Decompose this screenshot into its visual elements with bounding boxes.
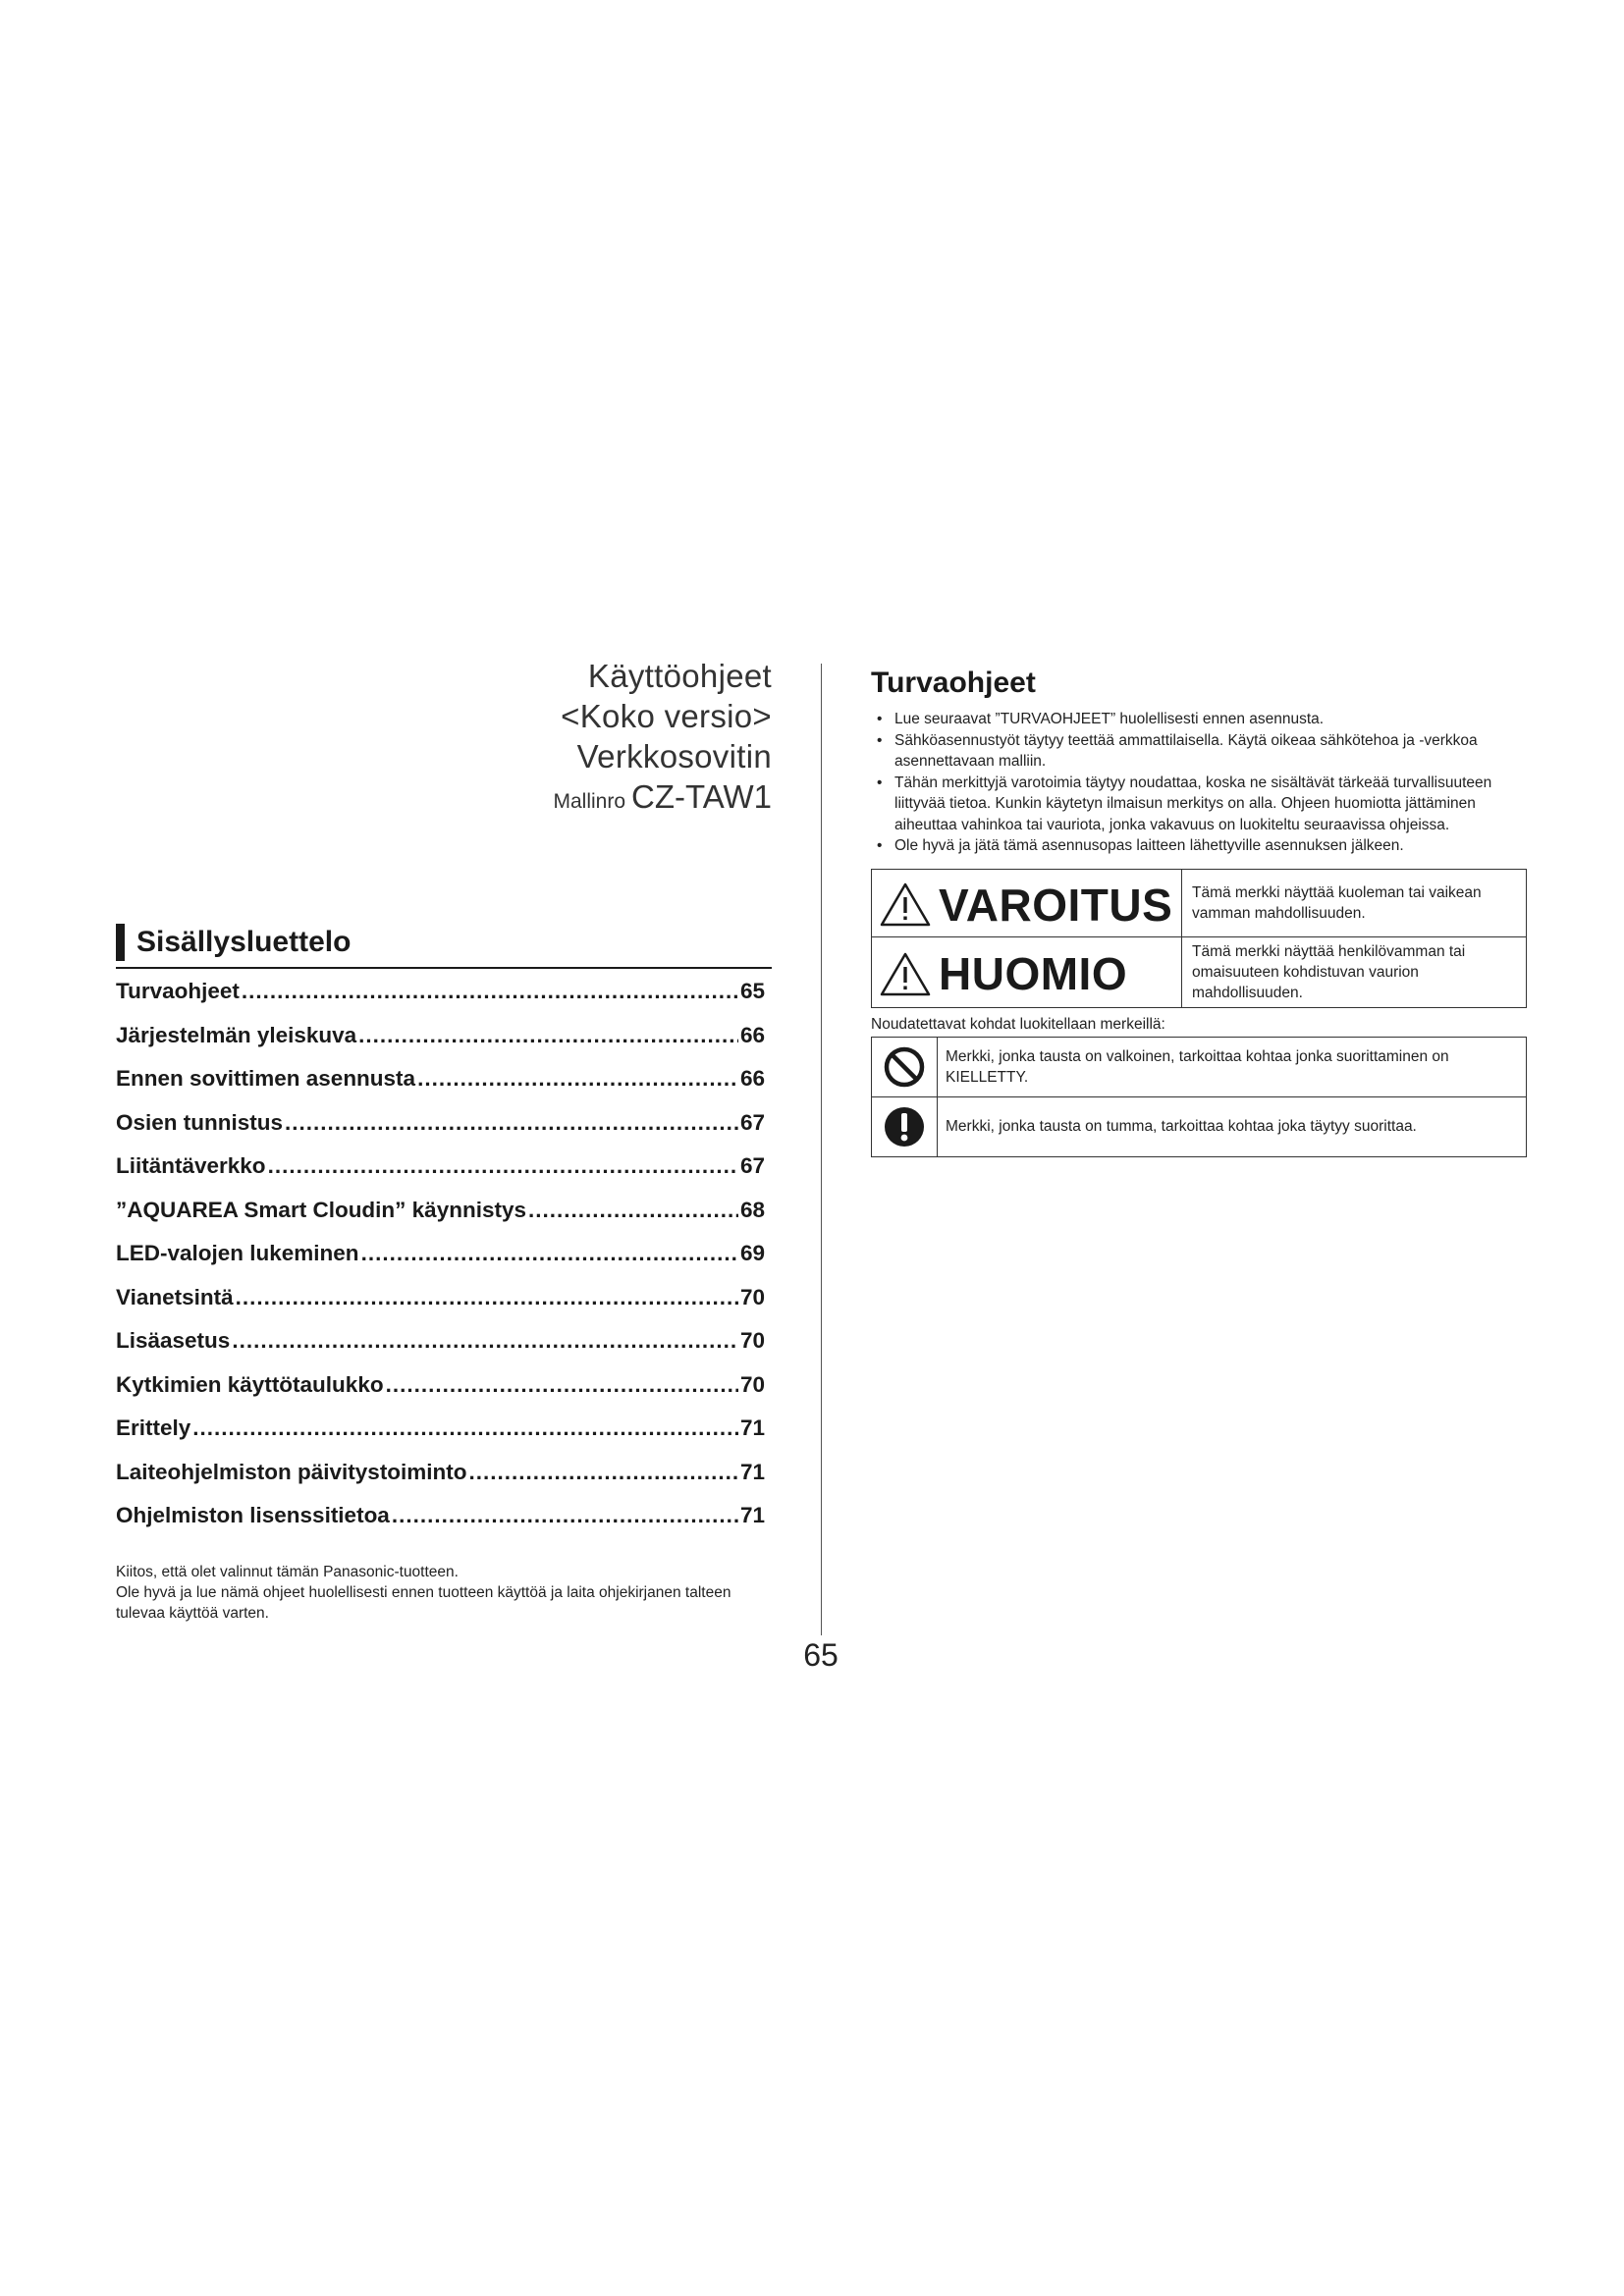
toc-item-lisaasetus[interactable] — [116, 1319, 765, 1363]
document-title-block — [116, 656, 772, 822]
toc-item-page: 70 — [739, 1328, 765, 1353]
toc-item-turvaohjeet[interactable] — [116, 970, 765, 1014]
safety-bullet-list — [871, 709, 1531, 857]
signal-row-huomio — [872, 936, 1527, 1007]
toc-leader-dots — [361, 1232, 738, 1276]
toc-leader-dots — [417, 1057, 738, 1101]
toc-leader-dots — [469, 1451, 738, 1495]
thanks-line-1: Kiitos, että olet valinnut tämän Panasonic-tuotteen. — [116, 1564, 459, 1580]
toc-leader-dots — [236, 1276, 738, 1320]
symbols-label: Noudatettavat kohdat luokitellaan merkeillä: — [871, 1015, 1165, 1033]
toc-item-page: 69 — [739, 1241, 765, 1265]
mandatory-icon — [883, 1105, 926, 1148]
toc-leader-dots — [192, 1407, 738, 1451]
toc-item-label: Järjestelmän yleiskuva — [116, 1022, 357, 1047]
toc-item-page: 67 — [739, 1153, 765, 1178]
toc-item-ohjelmiston-lisenssitietoa[interactable] — [116, 1494, 765, 1538]
toc-item-led-valojen-lukeminen[interactable] — [116, 1232, 765, 1276]
symbol-row-mandatory — [872, 1096, 1527, 1156]
toc-item-kytkimien-kayttotaulukko[interactable] — [116, 1363, 765, 1408]
toc-item-jarjestelman-yleiskuva[interactable] — [116, 1014, 765, 1058]
prohibited-icon — [883, 1045, 926, 1089]
heading-bar — [116, 924, 125, 961]
signal-description: Tämä merkki näyttää henkilövamman tai omaisuuteen kohdistuvan vaurion mahdollisuuden. — [1182, 936, 1527, 1007]
toc-item-label: Vianetsintä — [116, 1284, 234, 1309]
symbol-icon-cell — [872, 1037, 938, 1096]
product-name: Verkkosovitin — [576, 738, 772, 774]
toc-item-page: 71 — [739, 1459, 765, 1484]
safety-bullet: • Ole hyvä ja jätä tämä asennusopas laitteen lähettyville asennuksen jälkeen. — [871, 835, 1531, 857]
toc-item-page: 70 — [739, 1371, 765, 1397]
toc-item-label: Liitäntäverkko — [116, 1153, 266, 1178]
toc-leader-dots — [392, 1494, 738, 1538]
signal-word-cell — [872, 869, 1182, 936]
toc-item-page: 71 — [739, 1503, 765, 1527]
toc-item-label: Kytkimien käyttötaulukko — [116, 1371, 384, 1397]
toc-item-page: 71 — [739, 1415, 765, 1440]
model-number — [116, 776, 772, 822]
document-title: Käyttöohjeet — [587, 658, 772, 694]
toc-item-page: 65 — [739, 979, 765, 1003]
toc-item-ennen-sovittimen-asennusta[interactable] — [116, 1057, 765, 1101]
toc-heading — [116, 924, 772, 969]
toc-item-page: 68 — [739, 1197, 765, 1222]
toc-item-label: Turvaohjeet — [116, 979, 240, 1003]
toc-item-label: LED-valojen lukeminen — [116, 1241, 359, 1265]
toc-item-liitantaverkko[interactable] — [116, 1145, 765, 1189]
toc-item-vianetsinta[interactable] — [116, 1276, 765, 1320]
toc-leader-dots — [358, 1014, 738, 1058]
toc-leader-dots — [242, 970, 738, 1014]
toc-leader-dots — [386, 1363, 738, 1408]
table-of-contents — [116, 970, 765, 1538]
document-version: <Koko versio> — [561, 698, 772, 734]
warning-triangle-icon — [880, 881, 931, 927]
toc-item-label: Ohjelmiston lisenssitietoa — [116, 1503, 390, 1527]
thank-you-note — [116, 1562, 776, 1624]
signal-word-table — [871, 869, 1527, 1008]
safety-section — [871, 664, 1531, 1157]
toc-item-osien-tunnistus[interactable] — [116, 1101, 765, 1146]
safety-bullet: • Lue seuraavat ”TURVAOHJEET” huolellisesti ennen asennusta. — [871, 709, 1531, 730]
warning-triangle-icon — [880, 951, 931, 996]
toc-leader-dots — [268, 1145, 738, 1189]
signal-description: Tämä merkki näyttää kuoleman tai vaikean vamman mahdollisuuden. — [1182, 869, 1527, 936]
model-label: Mallinro — [553, 790, 626, 813]
symbol-row-prohibited — [872, 1037, 1527, 1096]
toc-heading-label: Sisällysluettelo — [136, 926, 352, 958]
safety-bullet: • Sähköasennustyöt täytyy teettää ammattilaisella. Käytä oikeaa sähkötehoa ja -verkkoa asennettavaan malliin. — [871, 730, 1531, 773]
toc-item-label: Lisäasetus — [116, 1328, 231, 1353]
safety-heading: Turvaohjeet — [871, 667, 1036, 699]
toc-item-label: Erittely — [116, 1415, 191, 1440]
symbol-description: Merkki, jonka tausta on tumma, tarkoittaa kohtaa joka täytyy suorittaa. — [938, 1096, 1527, 1156]
safety-bullet: • Tähän merkittyjä varotoimia täytyy noudattaa, koska ne sisältävät tärkeää turvallisuuteen liittyvää tietoa. Kunkin käytetyn ilmaisun merkitys on alla. Ohjeen huomiotta jättäminen aiheuttaa vahinkoa tai vauriota, jonka vakavuus on luokiteltu seuraavissa ohjeissa. — [871, 773, 1531, 836]
column-divider — [821, 664, 822, 1635]
toc-item-erittely[interactable] — [116, 1407, 765, 1451]
symbol-table — [871, 1037, 1527, 1157]
symbol-icon-cell — [872, 1096, 938, 1156]
toc-leader-dots — [232, 1319, 738, 1363]
model-value: CZ-TAW1 — [631, 778, 772, 815]
toc-leader-dots — [285, 1101, 738, 1146]
toc-item-label: Osien tunnistus — [116, 1109, 284, 1135]
toc-item-label: ”AQUAREA Smart Cloudin” käynnistys — [116, 1197, 526, 1222]
signal-word: HUOMIO — [939, 947, 1128, 999]
signal-word: VAROITUS — [939, 879, 1173, 931]
toc-item-aquarea-smart-cloud[interactable] — [116, 1189, 765, 1233]
toc-item-page: 66 — [739, 1066, 765, 1091]
toc-item-page: 70 — [739, 1284, 765, 1309]
toc-leader-dots — [528, 1189, 738, 1233]
signal-word-cell — [872, 936, 1182, 1007]
toc-item-label: Laiteohjelmiston päivitystoiminto — [116, 1459, 467, 1484]
thanks-line-2: Ole hyvä ja lue nämä ohjeet huolellisesti ennen tuotteen käyttöä ja laita ohjekirjanen talteen tulevaa käyttöä varten. — [116, 1584, 731, 1622]
toc-item-laiteohjelmiston-paivitystoiminto[interactable] — [116, 1451, 765, 1495]
toc-item-label: Ennen sovittimen asennusta — [116, 1066, 416, 1091]
signal-row-varoitus — [872, 869, 1527, 936]
symbol-description: Merkki, jonka tausta on valkoinen, tarkoittaa kohtaa jonka suorittaminen on KIELLETTY. — [938, 1037, 1527, 1096]
toc-item-page: 67 — [739, 1109, 765, 1135]
page-number: 65 — [803, 1637, 839, 1673]
toc-item-page: 66 — [739, 1022, 765, 1047]
